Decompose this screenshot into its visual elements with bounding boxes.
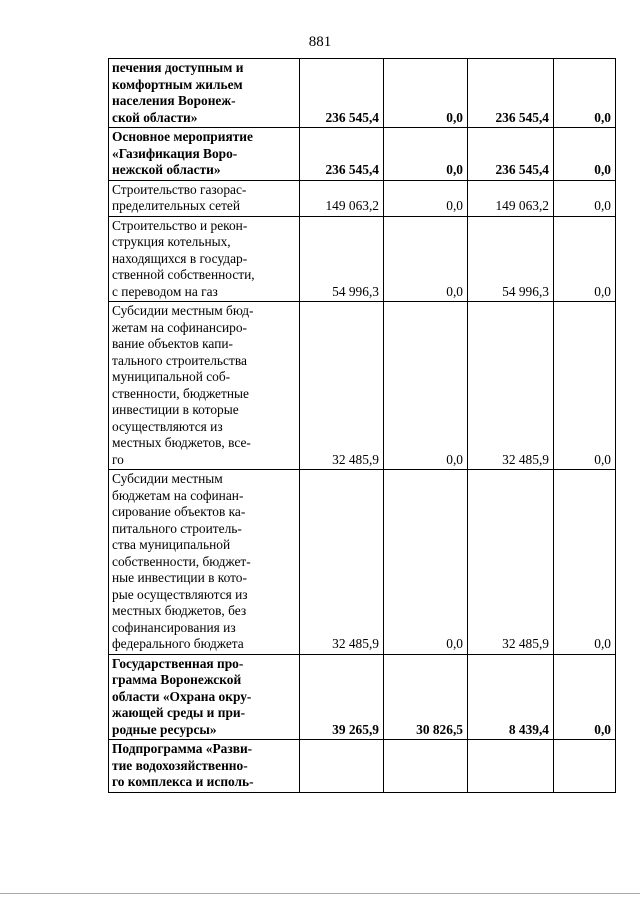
row-label: Субсидии местным бюд- жетам на софинансиро- вание объектов капи- тального строительства муниципальной соб- ственности, бюджетные инвестиции в которые осуществляются из местных бюджетов, все- го [109,302,300,470]
budget-table-body [109,59,616,793]
value-cell-col2: 0,0 [384,302,468,470]
value-cell-col3 [468,740,554,793]
value-cell-col2: 0,0 [384,128,468,181]
value-cell-col3: 236 545,4 [468,128,554,181]
table-row [109,470,616,655]
value-cell-col2: 0,0 [384,180,468,216]
value-cell-col1: 149 063,2 [300,180,384,216]
value-cell-col3: 54 996,3 [468,216,554,302]
table-row [109,654,616,740]
table-row [109,180,616,216]
bottom-rule [0,893,640,894]
table-row [109,216,616,302]
row-label: Строительство и рекон- струкция котельных, находящихся в государ- ственной собственности, с переводом на газ [109,216,300,302]
row-label: Подпрограмма «Разви- тие водохозяйственно- го комплекса и исполь- [109,740,300,793]
row-label: Строительство газорас- пределительных сетей [109,180,300,216]
value-cell-col4: 0,0 [554,180,616,216]
value-cell-col1: 39 265,9 [300,654,384,740]
value-cell-col4: 0,0 [554,654,616,740]
value-cell-col1: 236 545,4 [300,59,384,128]
row-label: Субсидии местным бюджетам на софинан- сирование объектов ка- питального строитель- ства муниципальной собственности, бюджет- ные инвестиции в кото- рые осуществляются из местных бюджетов, без софинансирования из федерального бюджета [109,470,300,655]
row-label: Основное мероприятие «Газификация Воро- нежской области» [109,128,300,181]
value-cell-col2 [384,740,468,793]
budget-table [108,58,616,793]
value-cell-col3: 236 545,4 [468,59,554,128]
row-label: Государственная про- грамма Воронежской области «Охрана окру- жающей среды и при- родные ресурсы» [109,654,300,740]
value-cell-col2: 0,0 [384,470,468,655]
table-row [109,59,616,128]
value-cell-col3: 32 485,9 [468,470,554,655]
value-cell-col4: 0,0 [554,470,616,655]
value-cell-col3: 8 439,4 [468,654,554,740]
value-cell-col2: 0,0 [384,216,468,302]
value-cell-col1 [300,740,384,793]
value-cell-col4 [554,740,616,793]
value-cell-col2: 30 826,5 [384,654,468,740]
value-cell-col4: 0,0 [554,59,616,128]
value-cell-col4: 0,0 [554,128,616,181]
value-cell-col1: 54 996,3 [300,216,384,302]
value-cell-col4: 0,0 [554,302,616,470]
value-cell-col1: 236 545,4 [300,128,384,181]
row-label: печения доступным и комфортным жильем населения Воронеж- ской области» [109,59,300,128]
value-cell-col1: 32 485,9 [300,302,384,470]
value-cell-col4: 0,0 [554,216,616,302]
value-cell-col3: 32 485,9 [468,302,554,470]
table-row [109,302,616,470]
table-row [109,740,616,793]
value-cell-col2: 0,0 [384,59,468,128]
value-cell-col1: 32 485,9 [300,470,384,655]
table-row [109,128,616,181]
value-cell-col3: 149 063,2 [468,180,554,216]
page-number: 881 [308,34,332,50]
